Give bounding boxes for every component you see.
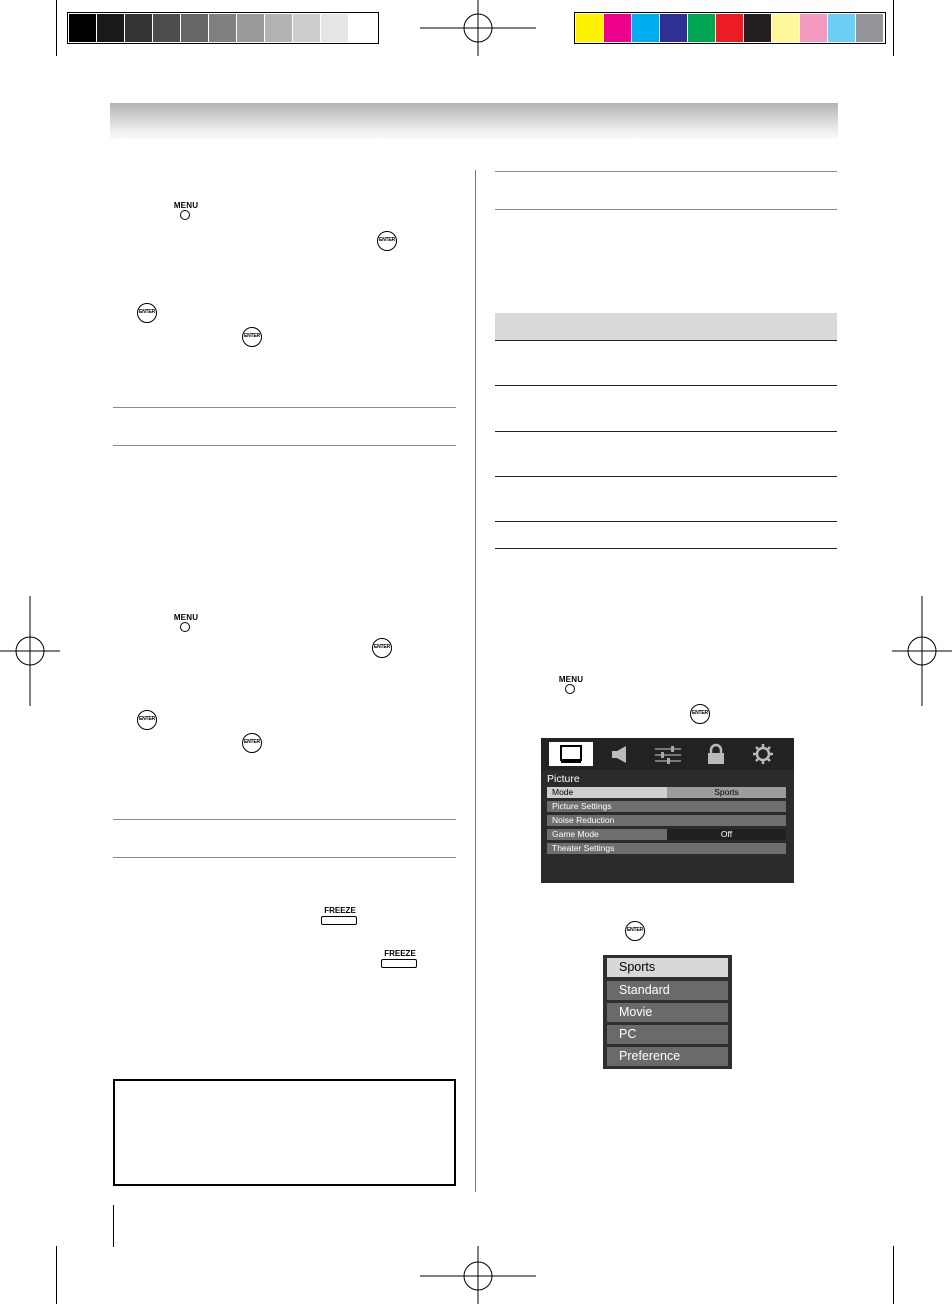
mode-option-pc[interactable]: PC: [607, 1025, 728, 1044]
enter-key-icon: ENTER: [137, 710, 157, 730]
enter-key-icon: ENTER: [377, 231, 397, 251]
registration-mark-bottom: [420, 1244, 536, 1304]
menu-tab-bar: [541, 738, 794, 770]
table-row-divider: [495, 385, 837, 386]
section-rule: [495, 171, 837, 172]
menu-row-picture-settings[interactable]: Picture Settings: [547, 801, 786, 812]
enter-key-icon: ENTER: [242, 327, 262, 347]
grayscale-swatch: [97, 14, 124, 42]
picture-icon[interactable]: [549, 742, 593, 766]
section-rule: [113, 857, 456, 858]
registration-mark-left: [0, 596, 60, 706]
mode-option-sports[interactable]: Sports: [607, 958, 728, 977]
picture-mode-list: [603, 955, 732, 1069]
menu-row-mode[interactable]: Mode Sports: [547, 787, 786, 798]
menu-section-title: Picture: [547, 773, 580, 785]
color-swatch: [744, 14, 771, 42]
grayscale-swatch: [293, 14, 320, 42]
grayscale-swatch: [237, 14, 264, 42]
mode-option-movie[interactable]: Movie: [607, 1003, 728, 1022]
header-band: [110, 103, 838, 139]
grayscale-swatch: [125, 14, 152, 42]
color-swatch: [660, 14, 687, 42]
menu-key-icon: MENU: [170, 201, 202, 223]
color-swatch: [632, 14, 659, 42]
registration-mark-right: [892, 596, 952, 706]
section-rule: [495, 209, 837, 210]
table-row-divider: [495, 521, 837, 522]
preferences-icon[interactable]: [651, 742, 687, 766]
color-swatch: [604, 14, 631, 42]
grayscale-swatch: [321, 14, 348, 42]
grayscale-swatch: [349, 14, 376, 42]
enter-key-icon: ENTER: [137, 303, 157, 323]
section-rule: [113, 819, 456, 820]
section-rule: [113, 445, 456, 446]
color-swatch: [772, 14, 799, 42]
registration-mark-top: [420, 0, 536, 60]
freeze-key-icon: FREEZE: [380, 949, 420, 971]
setup-icon[interactable]: [748, 742, 778, 766]
color-swatch: [856, 14, 883, 42]
audio-icon[interactable]: [605, 742, 645, 766]
color-calibration-bar: [574, 12, 886, 44]
column-divider: [475, 170, 476, 1192]
grayscale-swatch: [209, 14, 236, 42]
enter-key-icon: ENTER: [625, 921, 645, 941]
note-box: [113, 1079, 456, 1186]
color-swatch: [828, 14, 855, 42]
grayscale-swatch: [69, 14, 96, 42]
table-row-divider: [495, 476, 837, 477]
grayscale-swatch: [265, 14, 292, 42]
mode-option-standard[interactable]: Standard: [607, 981, 728, 1000]
menu-key-icon: MENU: [170, 613, 202, 635]
table-row-divider: [495, 340, 837, 341]
color-swatch: [576, 14, 603, 42]
color-swatch: [800, 14, 827, 42]
enter-key-icon: ENTER: [242, 733, 262, 753]
enter-key-icon: ENTER: [690, 704, 710, 724]
menu-row-theater-settings[interactable]: Theater Settings: [547, 843, 786, 854]
menu-row-noise-reduction[interactable]: Noise Reduction: [547, 815, 786, 826]
grayscale-swatch: [153, 14, 180, 42]
menu-key-icon: MENU: [555, 675, 587, 697]
table-header: [495, 313, 837, 340]
section-rule: [113, 407, 456, 408]
freeze-key-icon: FREEZE: [320, 906, 360, 928]
menu-row-game-mode[interactable]: Game Mode Off: [547, 829, 786, 840]
color-swatch: [716, 14, 743, 42]
lock-icon[interactable]: [701, 742, 731, 766]
table-row-divider: [495, 431, 837, 432]
mode-option-preference[interactable]: Preference: [607, 1047, 728, 1066]
grayscale-swatch: [181, 14, 208, 42]
color-swatch: [688, 14, 715, 42]
table-row-divider: [495, 548, 837, 549]
grayscale-calibration-bar: [67, 12, 379, 44]
enter-key-icon: ENTER: [372, 638, 392, 658]
tv-picture-menu: [541, 738, 794, 883]
page-edge-rule: [113, 1205, 114, 1247]
